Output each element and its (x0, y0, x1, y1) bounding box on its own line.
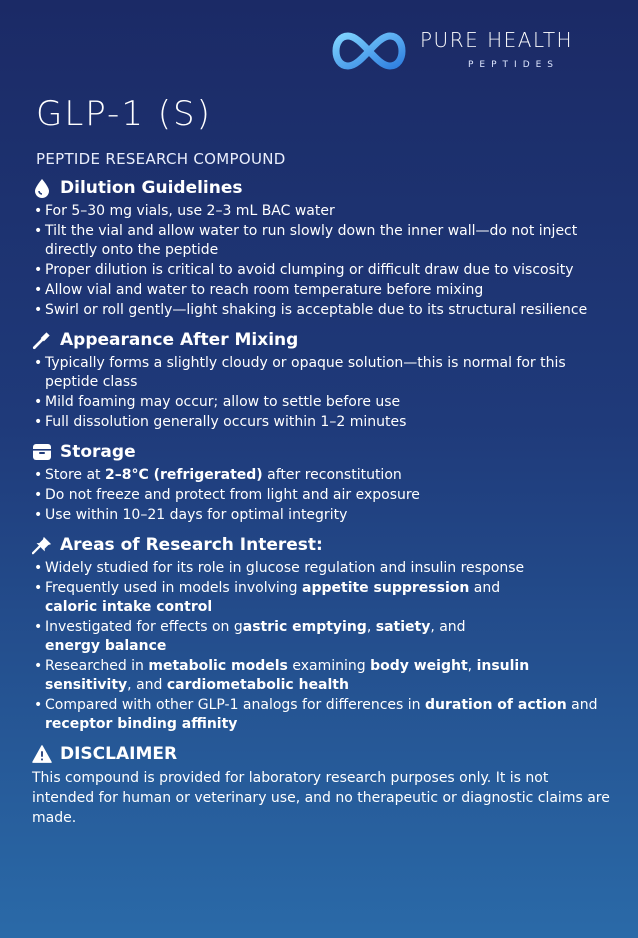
list-item: • Widely studied for its role in glucose regulation and insulin response (32, 559, 612, 578)
appearance-list (32, 354, 612, 432)
list-item: • Mild foaming may occur; allow to settle before use (32, 393, 612, 412)
list-item: • Use within 10–21 days for optimal integrity (32, 506, 612, 525)
section-disclaimer (32, 744, 612, 828)
section-heading (32, 535, 612, 555)
section-storage (32, 442, 612, 525)
dropper-icon (32, 330, 52, 350)
dilution-list (32, 202, 612, 320)
list-item: • Investigated for effects on gastric emptying, satiety, and energy balance (32, 618, 612, 656)
dilution-heading: Dilution Guidelines (60, 178, 243, 198)
disclaimer-heading: DISCLAIMER (60, 744, 178, 764)
content (32, 178, 612, 838)
list-item: • Frequently used in models involving appetite suppression and caloric intake control (32, 579, 612, 617)
list-item: • For 5–30 mg vials, use 2–3 mL BAC water (32, 202, 612, 221)
list-item: • Do not freeze and protect from light and air exposure (32, 486, 612, 505)
pushpin-icon (32, 535, 52, 555)
list-item: • Researched in metabolic models examining body weight, insulin sensitivity, and cardiometabolic health (32, 657, 612, 695)
list-item: • Full dissolution generally occurs within 1–2 minutes (32, 413, 612, 432)
warning-icon (32, 744, 52, 764)
list-item: • Proper dilution is critical to avoid clumping or difficult draw due to viscosity (32, 261, 612, 280)
list-item: • Allow vial and water to reach room temperature before mixing (32, 281, 612, 300)
section-heading (32, 178, 612, 198)
disclaimer-text: This compound is provided for laboratory research purposes only. It is not intended for human or veterinary use, and no therapeutic or diagnostic claims are made. (32, 770, 610, 826)
section-dilution (32, 178, 612, 320)
list-item: • Store at 2–8°C (refrigerated) after reconstitution (32, 466, 612, 485)
storage-list (32, 466, 612, 525)
brand-subtitle: PEPTIDES (468, 60, 560, 70)
list-item: • Tilt the vial and allow water to run slowly down the inner wall—do not inject directly onto the peptide (32, 222, 612, 260)
section-heading (32, 744, 612, 764)
brand-logo (328, 26, 613, 76)
droplet-icon (32, 178, 52, 198)
section-appearance (32, 330, 612, 432)
section-heading (32, 330, 612, 350)
storage-heading: Storage (60, 442, 136, 462)
list-item: • Typically forms a slightly cloudy or opaque solution—this is normal for this peptide class (32, 354, 612, 392)
infinity-logo-icon (328, 26, 410, 76)
research-heading: Areas of Research Interest: (60, 535, 323, 555)
list-item: • Swirl or roll gently—light shaking is acceptable due to its structural resilience (32, 301, 612, 320)
brand-name: PURE HEALTH (420, 28, 574, 52)
list-item: • Compared with other GLP-1 analogs for differences in duration of action and receptor binding affinity (32, 696, 612, 734)
page-title: GLP-1 (S) (36, 94, 212, 134)
section-heading (32, 442, 612, 462)
research-list (32, 559, 612, 734)
section-research (32, 535, 612, 734)
appearance-heading: Appearance After Mixing (60, 330, 299, 350)
storage-box-icon (32, 442, 52, 462)
page-subtitle: PEPTIDE RESEARCH COMPOUND (36, 150, 286, 168)
